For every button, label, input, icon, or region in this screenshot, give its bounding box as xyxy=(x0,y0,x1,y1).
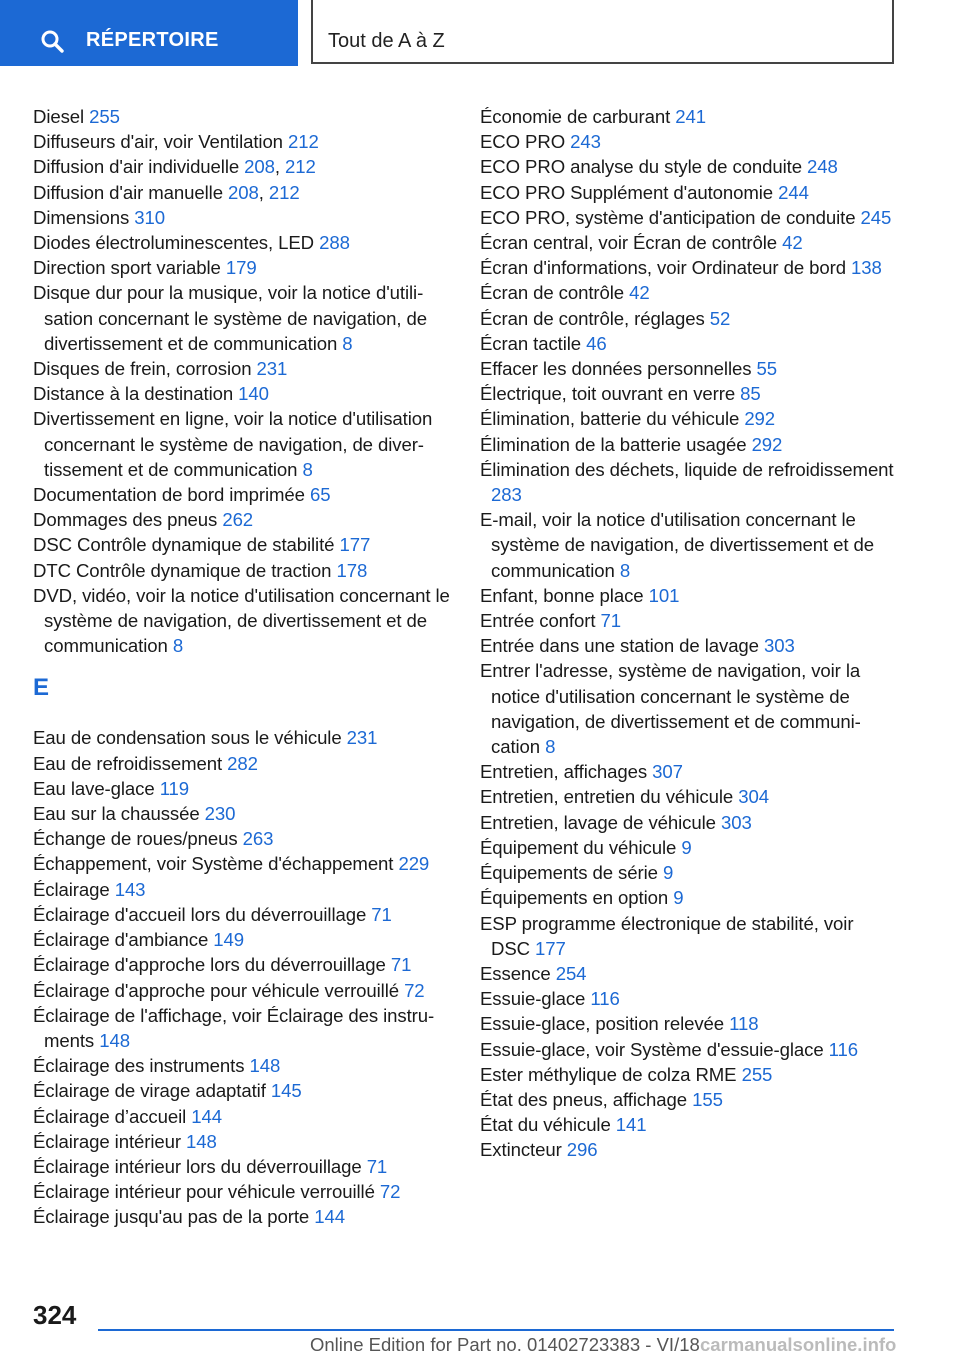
index-entry xyxy=(480,1137,895,1162)
index-entry xyxy=(33,801,453,826)
page-link[interactable]: 208 xyxy=(228,181,259,203)
page-link[interactable]: 71 xyxy=(390,954,412,976)
index-entry-term: Disques de frein, corrosion xyxy=(33,358,252,380)
search-icon xyxy=(40,29,64,53)
index-entry-term: Enfant, bonne place xyxy=(480,584,644,606)
index-entry-term: Éclairage d'approche lors du déverrouillage xyxy=(33,954,386,976)
index-entry xyxy=(33,1078,453,1103)
index-entry xyxy=(33,927,453,952)
index-group-e-continued xyxy=(480,104,895,1163)
index-entry xyxy=(33,205,453,230)
index-entry xyxy=(480,658,895,759)
index-entry-term: Éclairage d'approche pour véhicule verrouillé xyxy=(33,979,399,1001)
page-link[interactable]: 148 xyxy=(249,1055,281,1077)
page-link[interactable]: 292 xyxy=(751,433,783,455)
index-entry-term: Éclairage intérieur xyxy=(33,1130,181,1152)
page-link[interactable]: 212 xyxy=(268,181,300,203)
page-link[interactable]: 71 xyxy=(366,1155,388,1177)
index-entry-term: Éclairage de l'affichage, voir Éclairage des instruments xyxy=(33,1004,435,1051)
index-entry xyxy=(480,507,895,583)
index-entry xyxy=(480,633,895,658)
page-link[interactable]: 9 xyxy=(662,862,674,884)
index-entry xyxy=(480,356,895,381)
index-entry xyxy=(33,826,453,851)
index-entry xyxy=(33,482,453,507)
page-link[interactable]: 9 xyxy=(681,836,692,858)
watermark: carmanualsonline.info xyxy=(700,1334,897,1355)
index-entry xyxy=(480,180,895,205)
index-entry xyxy=(33,877,453,902)
page-link[interactable]: 304 xyxy=(738,786,769,808)
page-link[interactable]: 296 xyxy=(566,1139,598,1161)
page-link[interactable]: 230 xyxy=(204,803,236,825)
page-link[interactable]: 263 xyxy=(242,828,274,850)
page-link[interactable]: 138 xyxy=(851,257,882,279)
page-link[interactable]: 9 xyxy=(673,887,684,909)
index-entry-term: Entretien, affichages xyxy=(480,761,648,783)
page-link[interactable]: 255 xyxy=(89,106,120,127)
page-link[interactable]: 282 xyxy=(227,752,258,774)
index-entry-term: Élimination de la batterie usagée xyxy=(480,433,747,455)
index-entry xyxy=(480,1062,895,1087)
index-entry xyxy=(33,952,453,977)
index-entry xyxy=(33,751,453,776)
index-entry-term: Divertissement en ligne, voir la notice d'utilisation concernant le système de navigation, de divertissement et de communication xyxy=(33,408,433,480)
index-entry-term: Éclairage intérieur pour véhicule verrouillé xyxy=(33,1181,375,1203)
page-link[interactable]: 119 xyxy=(159,777,190,799)
page-link[interactable]: 177 xyxy=(535,937,566,959)
page-number: 324 xyxy=(33,1300,77,1330)
index-entry-term: Éclairage xyxy=(33,878,110,900)
index-entry-term: Distance à la destination xyxy=(33,383,234,405)
index-entry-term: Essuie-glace, position relevée xyxy=(480,1013,725,1035)
page-link[interactable]: 143 xyxy=(114,878,146,900)
page-link[interactable]: 231 xyxy=(256,358,288,380)
index-entry xyxy=(480,306,895,331)
index-entry xyxy=(33,1154,453,1179)
index-entry xyxy=(480,1037,895,1062)
index-entry-term: Documentation de bord imprimée xyxy=(33,484,305,506)
page-link[interactable]: 71 xyxy=(371,903,392,925)
az-tab[interactable] xyxy=(311,0,894,64)
page-link[interactable]: 229 xyxy=(398,853,430,875)
index-entry xyxy=(33,381,453,406)
index-entry-term: Écran central, voir Écran de contrôle xyxy=(480,232,778,254)
page-link[interactable]: 177 xyxy=(339,534,371,556)
index-entry-term: Équipements de série xyxy=(480,862,658,884)
page-link[interactable]: 118 xyxy=(729,1013,759,1035)
index-entry-term: Équipement du véhicule xyxy=(480,836,677,858)
index-entry xyxy=(480,608,895,633)
index-group-d xyxy=(33,104,453,658)
index-entry xyxy=(480,280,895,305)
index-entry xyxy=(33,1204,453,1229)
page-link[interactable]: 245 xyxy=(860,206,892,228)
footer-divider xyxy=(98,1329,894,1331)
index-entry xyxy=(480,1087,895,1112)
index-entry-term: Équipements en option xyxy=(480,887,669,909)
index-entry-term: Diesel xyxy=(33,106,85,127)
page-link[interactable]: 283 xyxy=(491,484,522,506)
page-link[interactable]: 8 xyxy=(172,635,184,657)
page-link[interactable]: 8 xyxy=(342,332,353,354)
directory-tab[interactable] xyxy=(0,0,298,66)
index-entry-term: État du véhicule xyxy=(480,1114,611,1136)
directory-tab-label: RÉPERTOIRE xyxy=(86,29,219,51)
index-entry-term: Économie de carburant xyxy=(480,106,671,127)
page-link[interactable]: 241 xyxy=(675,106,706,127)
index-entry xyxy=(480,230,895,255)
index-entry xyxy=(480,381,895,406)
page-link[interactable]: 42 xyxy=(629,282,650,304)
edition-text: Online Edition for Part no. 01402723383 - VI/18 xyxy=(310,1334,700,1355)
page-link[interactable]: 248 xyxy=(807,156,838,178)
index-entry-term: Éclairage d'ambiance xyxy=(33,929,209,951)
page-link[interactable]: 85 xyxy=(740,383,761,405)
index-entry-term: Entrée confort xyxy=(480,610,596,632)
index-entry: Diffusion d'air individuelle 208, 212 xyxy=(33,156,316,178)
page-link[interactable]: 231 xyxy=(346,727,378,749)
index-column-left xyxy=(33,104,453,1230)
index-entry-term: Essuie-glace xyxy=(480,988,586,1010)
page-link[interactable]: 72 xyxy=(404,979,425,1001)
index-entry-term: ECO PRO analyse du style de conduite xyxy=(480,156,802,178)
index-entry xyxy=(480,406,895,431)
page-link[interactable]: 8 xyxy=(619,559,631,581)
index-entry-term: Écran de contrôle, réglages xyxy=(480,307,705,329)
page-link[interactable]: 144 xyxy=(191,1105,222,1127)
page-link[interactable]: 212 xyxy=(285,156,316,178)
index-entry-term: Essence xyxy=(480,962,551,984)
page-link[interactable]: 141 xyxy=(615,1114,647,1136)
index-entry-term: Éclairage de virage adaptatif xyxy=(33,1080,266,1102)
index-entry-term: Dimensions xyxy=(33,206,130,228)
index-entry-term: Élimination des déchets, liquide de refroidissement xyxy=(480,458,894,480)
index-entry-term: ECO PRO xyxy=(480,131,566,153)
page-link[interactable]: 65 xyxy=(310,484,331,506)
index-entry-term: E-mail, voir la notice d'utilisation concernant le système de navigation, de divertissement et de communication xyxy=(480,509,874,581)
index-entry-term: Échange de roues/pneus xyxy=(33,828,238,850)
index-entry-term: Éclairage intérieur lors du déverrouillage xyxy=(33,1155,362,1177)
index-entry xyxy=(480,911,895,961)
page-link[interactable]: 303 xyxy=(764,635,795,657)
index-entry xyxy=(480,255,895,280)
index-entry xyxy=(480,432,895,457)
az-tab-label: Tout de A à Z xyxy=(328,30,445,52)
index-entry-term: DVD, vidéo, voir la notice d'utilisation concernant le système de navigation, de divertissement et de communication xyxy=(33,584,450,657)
index-entry-term: Eau sur la chaussée xyxy=(33,803,200,825)
page-link[interactable]: 178 xyxy=(336,559,368,581)
index-entry xyxy=(480,154,895,179)
index-entry xyxy=(33,255,453,280)
page-link[interactable]: 55 xyxy=(756,358,777,380)
index-entry: Diffusion d'air manuelle 208, 212 xyxy=(33,181,300,203)
index-entry-term: Diffusion d'air individuelle xyxy=(33,156,240,178)
page-link[interactable]: 208 xyxy=(244,156,275,178)
page-link[interactable]: 310 xyxy=(134,206,165,228)
index-entry xyxy=(480,784,895,809)
page-link[interactable]: 8 xyxy=(545,736,556,758)
index-entry-term: Électrique, toit ouvrant en verre xyxy=(480,383,736,405)
index-entry xyxy=(480,986,895,1011)
page-link[interactable]: 262 xyxy=(222,509,254,531)
index-entry-term: ESP programme électronique de stabilité, voir DSC xyxy=(480,912,854,959)
index-group-e xyxy=(33,725,453,1229)
page-link[interactable]: 149 xyxy=(213,929,245,951)
index-entry xyxy=(33,1053,453,1078)
index-entry-term: Direction sport variable xyxy=(33,257,221,279)
index-entry-term: Éclairage d'accueil lors du déverrouillage xyxy=(33,903,367,925)
index-entry-term: Éclairage des instruments xyxy=(33,1055,245,1077)
page-link[interactable]: 72 xyxy=(379,1181,401,1203)
index-entry xyxy=(480,104,895,129)
page-link[interactable]: 155 xyxy=(692,1088,723,1110)
index-entry-term: Eau de condensation sous le véhicule xyxy=(33,727,342,749)
index-entry-term: Diffusion d'air manuelle xyxy=(33,181,223,203)
index-entry-term: Effacer les données personnelles xyxy=(480,358,752,380)
index-entry xyxy=(480,331,895,356)
index-entry-term: Écran de contrôle xyxy=(480,282,625,304)
index-entry xyxy=(480,205,895,230)
page-link[interactable]: 303 xyxy=(720,811,752,833)
index-entry-term: Ester méthylique de colza RME xyxy=(480,1063,737,1085)
index-entry xyxy=(33,280,453,356)
page-link[interactable]: 254 xyxy=(555,962,587,984)
index-entry-term: Diodes électroluminescentes, LED xyxy=(33,232,315,254)
index-entry-term: DTC Contrôle dynamique de traction xyxy=(33,559,332,581)
index-entry xyxy=(33,507,453,532)
index-entry-term: DSC Contrôle dynamique de stabilité xyxy=(33,534,335,556)
index-entry xyxy=(480,885,895,910)
index-entry xyxy=(480,835,895,860)
index-entry xyxy=(33,1129,453,1154)
index-entry-term: Éclairage jusqu'au pas de la porte xyxy=(33,1206,310,1228)
page-link[interactable]: 243 xyxy=(570,131,601,153)
index-entry xyxy=(33,725,453,750)
page-link[interactable]: 244 xyxy=(778,181,809,203)
index-entry xyxy=(33,902,453,927)
page-link[interactable]: 52 xyxy=(709,307,731,329)
index-entry xyxy=(33,356,453,381)
page-link[interactable]: 46 xyxy=(586,332,607,354)
index-entry xyxy=(33,532,453,557)
page-link[interactable]: 42 xyxy=(782,232,803,254)
index-entry xyxy=(33,1179,453,1204)
index-entry xyxy=(33,104,453,129)
page-link[interactable]: 71 xyxy=(600,610,621,632)
page-link[interactable]: 140 xyxy=(238,383,269,405)
page-link[interactable]: 179 xyxy=(225,257,257,279)
page-link[interactable]: 255 xyxy=(741,1063,773,1085)
index-entry xyxy=(480,860,895,885)
index-entry xyxy=(33,978,453,1003)
index-entry xyxy=(480,583,895,608)
index-entry-term: Eau de refroidissement xyxy=(33,752,223,774)
index-entry xyxy=(480,810,895,835)
index-entry xyxy=(33,406,453,482)
index-entry-term: ECO PRO Supplément d'autonomie xyxy=(480,181,774,203)
page-link[interactable]: 144 xyxy=(314,1206,345,1228)
section-letter: E xyxy=(33,674,49,702)
index-entry xyxy=(480,961,895,986)
index-entry xyxy=(480,1112,895,1137)
header-bar xyxy=(0,0,960,66)
index-entry xyxy=(480,129,895,154)
page-link[interactable]: 145 xyxy=(270,1080,302,1102)
page-link[interactable]: 148 xyxy=(99,1029,130,1051)
index-entry xyxy=(33,776,453,801)
index-entry-term: Dommages des pneus xyxy=(33,509,218,531)
page-link[interactable]: 212 xyxy=(288,131,319,153)
index-entry xyxy=(33,230,453,255)
index-entry-term: Écran tactile xyxy=(480,332,582,354)
index-entry-term: Entretien, entretien du véhicule xyxy=(480,786,734,808)
page-link[interactable]: 288 xyxy=(319,232,350,254)
index-entry-term: Entretien, lavage de véhicule xyxy=(480,811,716,833)
index-entry-term: Écran d'informations, voir Ordinateur de bord xyxy=(480,257,846,279)
page-link[interactable]: 8 xyxy=(302,458,313,480)
page-link[interactable]: 292 xyxy=(744,408,776,430)
index-column-right xyxy=(480,104,895,1163)
index-entry-term: Entrer l'adresse, système de navigation, voir la notice d'utilisation concernant le système de navigation, de divertissement et de communication xyxy=(480,660,861,758)
page-link[interactable]: 116 xyxy=(828,1038,859,1060)
index-entry xyxy=(33,583,453,659)
index-entry-term: Diffuseurs d'air, voir Ventilation xyxy=(33,131,283,153)
index-entry-term: Extincteur xyxy=(480,1139,562,1161)
index-entry xyxy=(480,759,895,784)
page-link[interactable]: 116 xyxy=(590,988,620,1010)
page-link[interactable]: 101 xyxy=(648,584,680,606)
page-link[interactable]: 307 xyxy=(652,761,683,783)
index-entry-term: Éclairage d’accueil xyxy=(33,1105,187,1127)
index-entry-term: Eau lave-glace xyxy=(33,777,155,799)
index-entry xyxy=(33,851,453,876)
index-entry xyxy=(33,1003,453,1053)
index-entry-term: Essuie-glace, voir Système d'essuie-glace xyxy=(480,1038,824,1060)
index-entry-term: Entrée dans une station de lavage xyxy=(480,635,759,657)
index-entry xyxy=(480,457,895,507)
index-entry xyxy=(33,1104,453,1129)
page-link[interactable]: 148 xyxy=(186,1130,217,1152)
index-entry-term: État des pneus, affichage xyxy=(480,1088,688,1110)
index-entry xyxy=(480,1011,895,1036)
index-entry xyxy=(33,558,453,583)
index-entry-term: Échappement, voir Système d'échappement xyxy=(33,853,394,875)
index-entry-term: Disque dur pour la musique, voir la notice d'utilisation concernant le système de navigation, de divertissement et de communication xyxy=(33,282,428,354)
index-entry-term: ECO PRO, système d'anticipation de conduite xyxy=(480,206,856,228)
index-entry xyxy=(33,129,453,154)
index-entry-term: Élimination, batterie du véhicule xyxy=(480,408,740,430)
